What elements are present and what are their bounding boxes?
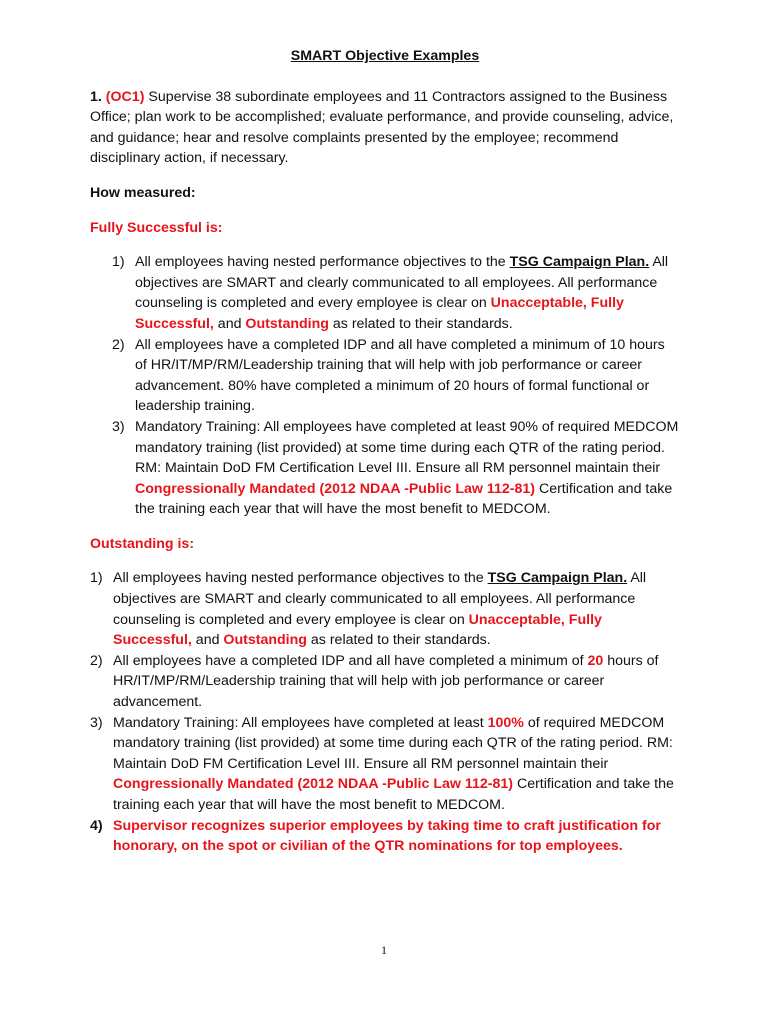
item-text: and — [213, 315, 246, 332]
highlight-text: Outstanding — [223, 632, 307, 649]
item-number: 3) — [90, 714, 103, 731]
item-text: as related to their standards. — [306, 632, 491, 649]
item-text: hours of HR/IT/MP/RM/Leadership training that will help with job performance or career advancement. — [113, 652, 659, 711]
list-item — [90, 651, 680, 713]
fully-successful-heading: Fully Successful is: — [90, 219, 223, 236]
highlight-text: 20 — [587, 652, 604, 669]
fully-successful-list — [90, 252, 680, 520]
page-title: SMART Objective Examples — [290, 48, 480, 64]
item-text: All objectives are SMART and clearly communicated to all employees. All performance counseling is completed and every employee is clear on — [135, 254, 669, 312]
item-text: Mandatory Training: All employees have completed at least 90% of required MEDCOM mandatory training (list provided) at some time during each QTR of the rating period. RM: Maintain DoD FM Certification Level III. Ensure all RM personnel maintain their — [135, 418, 679, 477]
item-number: 2) — [90, 652, 103, 669]
list-item — [90, 713, 680, 816]
item-number: 2) — [112, 336, 125, 353]
how-measured-heading: How measured: — [90, 184, 196, 201]
list-item — [90, 816, 680, 857]
objective-paragraph — [90, 87, 680, 169]
item-number: 1) — [90, 570, 103, 587]
highlight-text: Congressionally Mandated (2012 NDAA -Public Law 112-81) — [113, 776, 513, 793]
highlight-text: Congressionally Mandated (2012 NDAA -Public Law 112-81) — [135, 480, 535, 497]
item-text: All employees have a completed IDP and all have completed a minimum of — [113, 652, 588, 669]
item-text: and — [191, 632, 224, 649]
item-text: Certification and take the training each year that will have the most benefit to MEDCOM. — [113, 776, 674, 813]
highlight-text: Outstanding — [245, 315, 329, 332]
item-text: Certification and take the training each year that will have the most benefit to MEDCOM. — [135, 480, 673, 518]
list-item — [90, 252, 680, 334]
objective-code: (OC1) — [105, 88, 145, 105]
page-number: 1 — [381, 943, 387, 957]
item-text: of required MEDCOM mandatory training (list provided) at some time during each QTR of the rating period. RM: Maintain DoD FM Certification Level III. Ensure all RM personnel maintain their — [113, 714, 673, 772]
item-text: All employees have a completed IDP and all have completed a minimum of 10 hours of HR/IT/MP/RM/Leadership training that will help with job performance or career advancement. 80% have completed a minimum of 20 hours of formal functional or leadership training. — [135, 336, 665, 415]
item-text: All employees having nested performance objectives to the — [135, 254, 510, 271]
highlight-text: Supervisor recognizes superior employees by taking time to craft justification for honorary, on the spot or civilian of the QTR nominations for top employees. — [113, 817, 661, 855]
item-number: 3) — [112, 418, 125, 435]
list-item — [90, 568, 680, 650]
outstanding-list — [90, 568, 680, 856]
tsg-campaign-plan-link[interactable]: TSG Campaign Plan. — [487, 570, 628, 587]
item-number: 4) — [90, 817, 103, 834]
highlight-text: Unacceptable, Fully Successful, — [113, 611, 602, 649]
item-text: Mandatory Training: All employees have completed at least — [113, 714, 488, 731]
list-item — [90, 417, 680, 520]
item-text: All objectives are SMART and clearly communicated to all employees. All performance counseling is completed and every employee is clear on — [113, 570, 647, 628]
highlight-text: 100% — [487, 714, 524, 731]
item-number: 1) — [112, 254, 125, 271]
outstanding-heading: Outstanding is: — [90, 535, 195, 552]
objective-text: Supervise 38 subordinate employees and 11 Contractors assigned to the Business Office; plan work to be accomplished; evaluate performance, and provide counseling, advice, and guidance; hear and resolve complaints presented by the employee; recommend disciplinary action, if necessary. — [90, 88, 674, 167]
document-page — [90, 46, 680, 857]
list-item — [90, 335, 680, 417]
tsg-campaign-plan-link[interactable]: TSG Campaign Plan. — [509, 254, 650, 271]
item-text: All employees having nested performance objectives to the — [113, 570, 488, 587]
highlight-text: Unacceptable, Fully Successful, — [135, 295, 624, 332]
item-text: as related to their standards. — [328, 315, 513, 332]
objective-number: 1. — [90, 88, 102, 105]
